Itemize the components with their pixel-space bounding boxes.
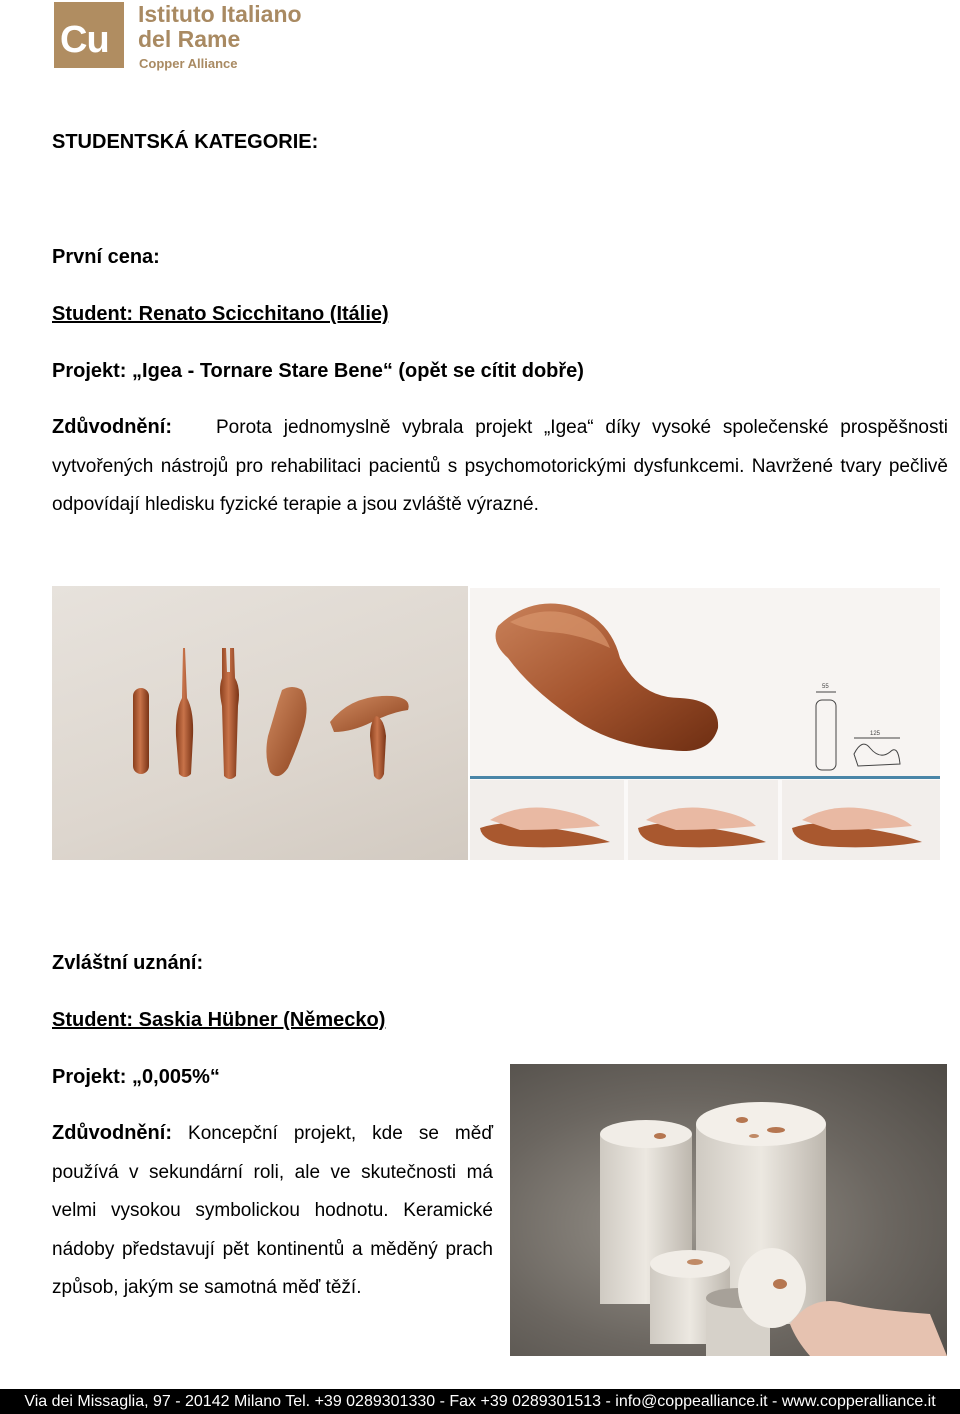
logo-line-1: Istituto Italiano: [138, 1, 302, 27]
special-mention-student: Student: Saskia Hübner (Německo): [52, 1009, 386, 1031]
logo-line-2: del Rame: [138, 26, 241, 52]
justification-text: Koncepční projekt, kde se měď používá v sekundární roli, ale ve skutečnosti má velmi vysokou symbolickou hodnotu. Keramické nádoby představují pět kontinentů a měděný prach způsob, jakým se samotná měď těží.: [52, 1123, 493, 1298]
copper-tools-photo: [52, 586, 468, 860]
svg-text:125: 125: [870, 731, 881, 737]
logo-line-3: Copper Alliance: [139, 56, 238, 71]
first-prize-justification: [52, 408, 948, 525]
first-prize-student: Student: Renato Scicchitano (Itálie): [52, 303, 389, 325]
logo: [54, 2, 304, 72]
justification-label: Zdůvodnění:: [52, 416, 172, 438]
category-title: STUDENTSKÁ KATEGORIE:: [52, 131, 319, 153]
justification-text: Porota jednomyslně vybrala projekt „Igea“ díky vysoké společenské prospěšnosti vytvořených nástrojů pro rehabilitaci pacientů s psychomotorickými dysfunkcemi. Navržené tvary pečlivě odpovídají hledisku fyzické terapie a jsou zvláště výrazné.: [52, 417, 948, 515]
justification-label: Zdůvodnění:: [52, 1122, 172, 1144]
special-mention-project: Projekt: „0,005%“: [52, 1066, 220, 1088]
ceramic-containers-photo: [510, 1064, 947, 1356]
logo-mark: Cu: [54, 2, 124, 68]
first-prize-heading: První cena:: [52, 246, 160, 268]
armrest-photo: [470, 588, 940, 860]
footer: Via dei Missaglia, 97 - 20142 Milano Tel. +39 0289301330 - Fax +39 0289301513 - info@coppealliance.it - www.copperalliance.it: [0, 1389, 960, 1414]
special-mention-heading: Zvláštní uznání:: [52, 952, 204, 974]
special-mention-justification: [52, 1114, 493, 1308]
first-prize-project: Projekt: „Igea - Tornare Stare Bene“ (opět se cítit dobře): [52, 360, 584, 382]
svg-text:55: 55: [822, 684, 829, 690]
